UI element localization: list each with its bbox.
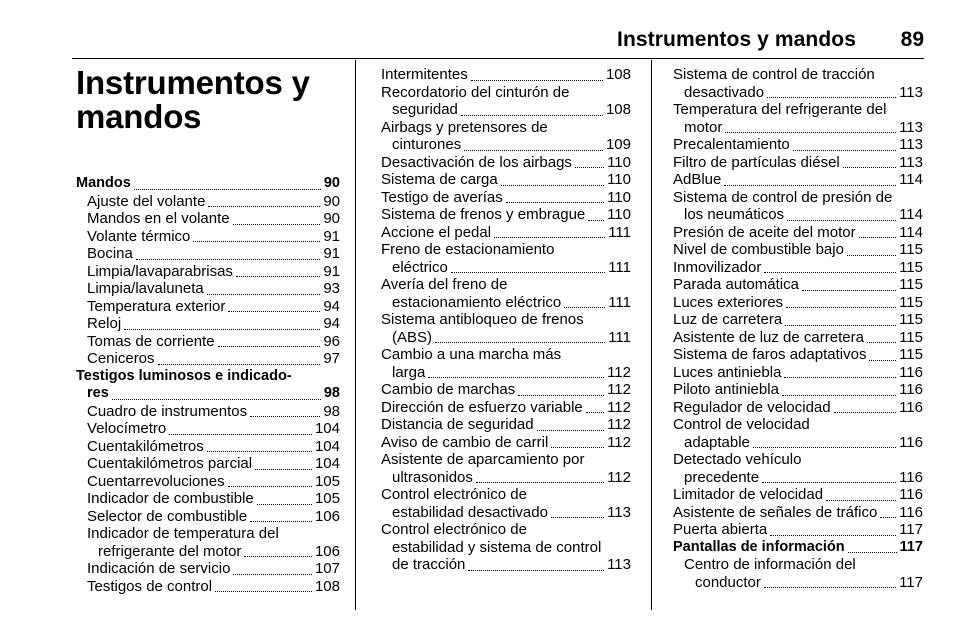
toc-entry-label: Control electrónico de [381,486,527,503]
toc-entry-label: Freno de estacionamiento [381,241,555,258]
toc-entry-page: 116 [899,468,923,486]
toc-entry-page: 90 [323,192,340,210]
toc-entry[interactable] [76,333,340,351]
toc-entry-label: desactivado [684,83,765,101]
toc-entry-label: Intermitentes [381,66,468,83]
toc-entry-label: Temperatura del refrigerante del [673,101,887,118]
toc-entry-label: Nivel de combustible bajo [673,241,844,258]
toc-entry[interactable] [76,175,340,193]
toc-entry-label: cinturones [392,136,462,153]
toc-entry-page: 117 [899,573,923,591]
dot-leader [451,272,605,273]
toc-entry-label: Sistema de carga [381,171,498,188]
toc-entry-page: 115 [899,328,923,346]
toc-entry[interactable] [673,171,923,189]
dot-leader [764,272,896,273]
toc-entry-page: 115 [899,311,923,328]
dot-leader [134,189,321,190]
dot-leader [250,521,312,522]
toc-entry-page: 112 [607,468,631,486]
chapter-title [76,66,340,134]
toc-entry-label: Sistema de control de tracción [673,66,875,83]
toc-entry[interactable] [673,241,923,259]
dot-leader [834,412,896,413]
toc-entry-label: Sistema de frenos y embrague [381,206,586,223]
dot-leader [215,591,312,592]
page-number: 89 [900,28,924,51]
toc-entry-label: Limitador de velocidad [673,486,824,503]
dot-leader [255,469,312,470]
toc-entry[interactable] [76,525,340,560]
toc-entry[interactable] [76,350,340,368]
toc-entry-label: Indicación de servicio [87,560,231,577]
toc-entry[interactable] [381,241,631,276]
dot-leader [848,552,897,553]
toc-entry[interactable] [673,451,923,486]
toc-entry[interactable] [673,364,923,382]
dot-leader [136,259,320,260]
toc-entry-label: Piloto antiniebla [673,381,779,398]
dot-leader [124,329,320,330]
toc-entry[interactable] [76,508,340,526]
header-rule [72,58,924,59]
toc-entry-page: 108 [314,577,340,595]
toc-entry-label: Limpia/lavaparabrisas [87,262,233,280]
toc-entry[interactable] [673,539,923,557]
column-divider [355,60,356,610]
toc-entry-label: Presión de aceite del motor [673,223,856,241]
toc-entry-label: Avería del freno de [381,276,508,293]
dot-leader [786,307,896,308]
toc-entry-page: 114 [899,206,923,223]
toc-entry-page: 110 [607,171,631,188]
toc-entry-page: 114 [899,171,923,188]
toc-entry-label: Luces antiniebla [673,363,782,381]
toc-entry-page: 115 [899,241,923,258]
toc-entry-page: 113 [899,83,923,101]
toc-column-1 [76,66,340,595]
toc-entry[interactable] [381,381,631,399]
dot-leader [193,241,320,242]
dot-leader [724,185,896,186]
toc-entry-page: 112 [607,381,631,398]
toc-entry-label: Cuadro de instrumentos [87,402,248,420]
toc-entry-label: estacionamiento eléctrico [392,293,562,311]
toc-entry[interactable] [673,556,923,591]
toc-entry[interactable] [673,294,923,312]
toc-entry-page: 112 [607,433,631,451]
dot-leader [859,237,896,238]
toc-entry[interactable] [381,451,631,486]
toc-entry[interactable] [76,473,340,491]
toc-entry[interactable] [673,311,923,329]
toc-entry-label: Puerta abierta [673,521,768,538]
dot-leader [793,150,896,151]
toc-entry-page: 117 [899,521,923,538]
toc-entry[interactable] [381,346,631,381]
toc-entry[interactable] [381,311,631,346]
toc-entry[interactable] [673,259,923,277]
toc-entry-label: Asistente de señales de tráfico [673,503,878,521]
toc-entry[interactable] [76,403,340,421]
toc-entry-page: 116 [899,363,923,381]
dot-leader [218,346,321,347]
toc-entry-label: Control de velocidad [673,416,810,433]
toc-entry[interactable] [76,193,340,211]
toc-entry[interactable] [673,276,923,294]
toc-entry[interactable] [381,84,631,119]
chapter-title-line-1: Instrumentos y [76,64,310,101]
toc-entry-page: 115 [899,258,923,276]
toc-entry-label: estabilidad desactivado [392,503,548,521]
dot-leader [551,447,604,448]
toc-entry[interactable] [381,119,631,154]
toc-entry-label: Desactivación de los airbags [381,153,572,171]
toc-entry-label: Regulador de velocidad [673,398,831,416]
toc-entry-label: precedente [684,468,760,486]
dot-leader [233,224,321,225]
toc-entry[interactable] [76,368,340,403]
toc-entry-label: Aviso de cambio de carril [381,433,549,451]
toc-entry-label: Ceniceros [87,350,155,367]
toc-entry-label: Volante térmico [87,227,191,245]
toc-entry-label: Filtro de partículas diésel [673,153,840,171]
toc-entry-label: eléctrico [392,258,448,276]
toc-entry[interactable] [673,66,923,101]
dot-leader [158,364,321,365]
toc-entry-label: estabilidad y sistema de control [392,538,602,556]
toc-entry-page: 111 [608,258,631,276]
dot-leader [588,220,604,221]
toc-entry-page: 97 [323,350,340,367]
toc-entry-label: refrigerante del motor [98,542,242,560]
toc-entry-page: 109 [605,136,631,153]
toc-entry[interactable] [381,206,631,224]
toc-entry-page: 98 [323,385,340,401]
toc-entry-label: Accione el pedal [381,223,492,241]
toc-list-1 [76,175,340,595]
page-header [0,0,960,56]
toc-entry-page: 110 [607,206,631,223]
dot-leader [207,294,321,295]
toc-entry-page: 90 [323,175,340,191]
toc-entry-label: Inmovilizador [673,258,762,276]
toc-entry-label: conductor [695,573,761,591]
toc-entry-label: Sistema de faros adaptativos [673,346,867,363]
toc-entry[interactable] [673,154,923,172]
toc-column-3 [673,66,923,591]
toc-entry-label: (ABS) [392,328,433,346]
toc-entry-page: 117 [899,538,923,555]
dot-leader [767,97,896,98]
toc-entry-label: Mandos [76,175,131,191]
toc-entry-page: 113 [899,118,923,136]
toc-entry-label: Temperatura exterior [87,297,226,315]
toc-entry-label: Luz de carretera [673,311,783,328]
dot-leader [112,399,321,400]
dot-leader [228,311,320,312]
dot-leader [564,307,605,308]
toc-entry-label: Luces exteriores [673,293,784,311]
toc-entry-label: Sistema de control de presión de [673,188,893,206]
toc-entry-page: 112 [607,363,631,381]
dot-leader [784,377,896,378]
toc-entry[interactable] [381,171,631,189]
toc-entry-page: 96 [323,332,340,350]
toc-column-2 [381,66,631,574]
toc-entry-label: Pantallas de información [673,538,845,555]
toc-entry-page: 94 [323,297,340,315]
running-title: Instrumentos y mandos [617,28,856,51]
toc-entry-label: Cambio de marchas [381,381,516,398]
toc-entry-label: Airbags y pretensores de [381,118,548,136]
toc-entry[interactable] [673,346,923,364]
dot-leader [257,504,312,505]
toc-entry-label: Cuentarrevoluciones [87,472,225,490]
toc-entry-page: 115 [899,346,923,363]
toc-entry-label: Testigos de control [87,577,213,595]
toc-entry-page: 110 [607,188,631,206]
dot-leader [537,430,604,431]
toc-list-2 [381,66,631,574]
toc-entry[interactable] [76,560,340,578]
toc-entry-label: Selector de combustible [87,507,248,525]
column-divider [651,60,652,610]
toc-entry[interactable] [381,189,631,207]
toc-entry[interactable] [381,276,631,311]
toc-entry[interactable] [381,486,631,521]
toc-entry-page: 116 [899,398,923,416]
toc-entry-label: los neumáticos [684,206,785,223]
toc-entry-label: Control electrónico de [381,521,527,538]
toc-entry-label: Indicador de combustible [87,490,254,507]
toc-entry-label: Cuentakilómetros [87,437,204,455]
dot-leader [867,342,896,343]
toc-entry[interactable] [381,521,631,574]
dot-leader [880,517,896,518]
toc-entry-label: Limpia/lavaluneta [87,280,204,297]
dot-leader [785,325,896,326]
dot-leader [725,132,896,133]
toc-entry-label: res [87,385,109,401]
dot-leader [244,556,312,557]
dot-leader [233,574,312,575]
toc-entry-page: 91 [323,227,340,245]
toc-entry-page: 104 [314,437,340,455]
toc-entry-page: 105 [314,490,340,507]
toc-entry-label: Precalentamiento [673,136,790,153]
toc-entry-label: motor [684,118,723,136]
toc-entry[interactable] [673,521,923,539]
toc-entry[interactable] [76,245,340,263]
toc-entry-page: 111 [608,223,631,241]
toc-entry-label: Sistema antibloqueo de frenos [381,311,584,328]
toc-entry-page: 116 [899,433,923,451]
toc-entry[interactable] [673,381,923,399]
toc-entry-label: ultrasonidos [392,468,473,486]
toc-entry-label: AdBlue [673,171,722,188]
toc-entry-page: 113 [607,503,631,521]
toc-entry[interactable] [673,416,923,451]
toc-entry-page: 116 [899,381,923,398]
dot-leader [207,451,312,452]
dot-leader [586,412,604,413]
toc-entry-page: 91 [323,245,340,262]
toc-entry[interactable] [76,420,340,438]
dot-leader [575,167,604,168]
toc-entry-label: Bocina [87,245,133,262]
toc-entry[interactable] [381,416,631,434]
toc-entry-page: 110 [607,153,631,171]
toc-entry-page: 115 [899,276,923,293]
toc-entry-label: Cuentakilómetros parcial [87,455,253,472]
toc-entry-page: 111 [608,328,631,346]
toc-list-3 [673,66,923,591]
toc-entry[interactable] [76,228,340,246]
dot-leader [787,220,896,221]
dot-leader [782,395,896,396]
toc-entry-label: Cambio a una marcha más [381,346,562,363]
toc-entry-label: Dirección de esfuerzo variable [381,398,583,416]
dot-leader [869,360,896,361]
toc-entry-label: Distancia de seguridad [381,416,534,433]
dot-leader [826,500,896,501]
toc-entry[interactable] [673,399,923,417]
dot-leader [494,237,605,238]
toc-entry-page: 107 [314,560,340,577]
toc-entry-label: larga [392,363,426,381]
toc-entry-page: 116 [899,503,923,521]
dot-leader [228,486,312,487]
dot-leader [770,535,896,536]
toc-entry-page: 108 [605,101,631,118]
toc-entry-page: 104 [314,455,340,472]
toc-entry-page: 112 [607,416,631,433]
toc-entry[interactable] [381,434,631,452]
toc-entry-label: Reloj [87,315,122,332]
toc-entry[interactable] [673,224,923,242]
toc-entry-page: 94 [323,315,340,332]
dot-leader [551,517,604,518]
dot-leader [435,342,605,343]
dot-leader [847,255,896,256]
toc-entry-page: 106 [314,507,340,525]
toc-entry-page: 104 [314,420,340,437]
toc-entry-page: 111 [608,293,631,311]
toc-entry-page: 93 [323,280,340,297]
dot-leader [208,206,320,207]
toc-entry-page: 113 [899,153,923,171]
toc-entry-page: 108 [605,66,631,83]
toc-entry[interactable] [76,280,340,298]
toc-entry-label: Asistente de aparcamiento por [381,451,585,468]
toc-entry-page: 114 [899,223,923,241]
toc-entry[interactable] [76,298,340,316]
dot-leader [428,377,604,378]
toc-entry-label: seguridad [392,101,458,118]
toc-entry[interactable] [381,66,631,84]
dot-leader [762,482,896,483]
toc-entry-label: Recordatorio del cinturón de [381,83,570,101]
dot-leader [753,447,896,448]
dot-leader [518,395,604,396]
toc-entry-page: 115 [899,293,923,311]
toc-entry-label: Ajuste del volante [87,192,206,210]
dot-leader [506,202,604,203]
toc-entry-label: Testigo de averías [381,188,503,206]
dot-leader [476,482,604,483]
dot-leader [464,150,603,151]
toc-entry[interactable] [76,490,340,508]
toc-entry[interactable] [381,399,631,417]
dot-leader [250,416,320,417]
toc-entry-label: Centro de información del [684,556,856,573]
dot-leader [169,434,312,435]
toc-entry-page: 91 [323,262,340,280]
toc-entry-label: Tomas de corriente [87,332,215,350]
toc-entry[interactable] [76,438,340,456]
toc-entry-page: 105 [314,472,340,490]
toc-entry[interactable] [76,455,340,473]
toc-entry[interactable] [673,101,923,136]
toc-entry-label: Testigos luminosos e indicado- [76,367,292,384]
toc-entry-label: Detectado vehículo [673,451,802,468]
toc-entry-page: 112 [607,398,631,416]
toc-entry[interactable] [673,189,923,224]
toc-entry-page: 113 [607,556,631,573]
toc-entry-label: Indicador de temperatura del [87,525,279,542]
toc-entry[interactable] [381,154,631,172]
toc-entry[interactable] [76,578,340,596]
toc-entry[interactable] [76,315,340,333]
dot-leader [764,587,896,588]
toc-entry-page: 113 [899,136,923,153]
dot-leader [468,570,604,571]
toc-entry[interactable] [673,329,923,347]
toc-entry-label: Mandos en el volante [87,210,230,227]
toc-entry-label: adaptable [684,433,750,451]
toc-entry-label: Velocímetro [87,420,167,437]
toc-entry[interactable] [673,486,923,504]
toc-entry-page: 106 [314,542,340,560]
toc-entry[interactable] [76,263,340,281]
dot-leader [461,115,603,116]
toc-entry[interactable] [673,136,923,154]
dot-leader [802,290,896,291]
toc-entry[interactable] [673,504,923,522]
toc-entry-page: 98 [323,402,340,420]
dot-leader [843,167,896,168]
toc-entry-page: 116 [899,486,923,503]
dot-leader [501,185,604,186]
toc-entry-label: Asistente de luz de carretera [673,328,864,346]
toc-entry[interactable] [76,210,340,228]
toc-entry-page: 90 [323,210,340,227]
toc-entry[interactable] [381,224,631,242]
dot-leader [471,80,603,81]
toc-entry-label: Parada automática [673,276,799,293]
toc-entry-label: de tracción [392,556,466,573]
dot-leader [236,276,320,277]
chapter-title-line-2: mandos [76,98,202,135]
